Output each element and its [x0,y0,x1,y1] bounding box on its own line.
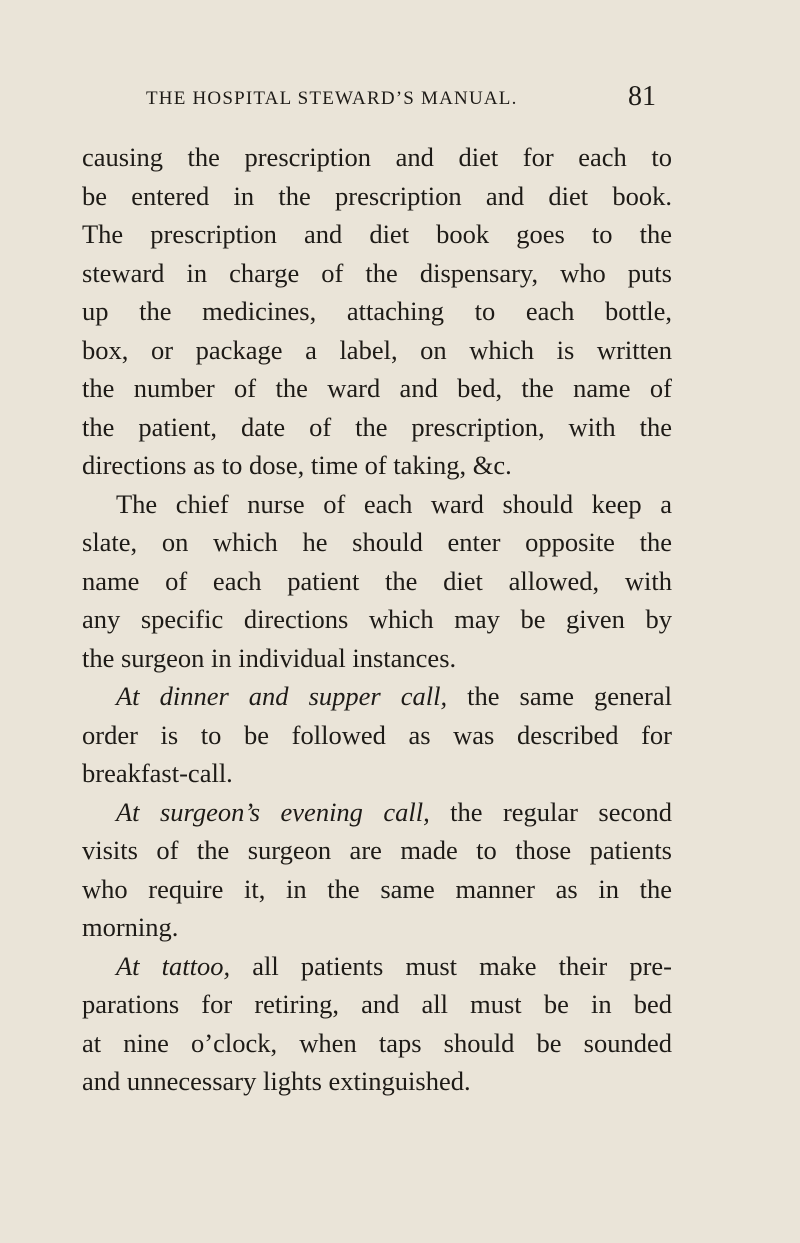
text-segment: directions as to dose, time of taking, &c. [82,450,512,480]
text-line [82,292,672,331]
text-segment: the surgeon in individual instances. [82,642,457,673]
text-line [82,485,672,524]
page-number: 81 [628,81,656,112]
text-segment: The chief nurse of each ward should keep a [116,488,672,519]
text-line [82,1024,672,1063]
text-line [82,793,672,832]
text-segment: box, or package a label, on which is written [82,334,672,365]
text-segment: be entered in the prescription and diet book. [82,180,672,211]
text-segment: slate, on which he should enter opposite the [82,527,672,557]
text-segment: visits of the surgeon are made to those patients [82,835,672,865]
text-line [82,831,672,870]
text-line [82,446,672,485]
text-line [82,369,672,408]
running-head [146,81,656,124]
text-line [82,754,672,793]
text-segment: order is to be followed as was described for [82,719,672,750]
text-line [82,1062,672,1101]
text-segment: any specific directions which may be given by [82,604,672,634]
text-line [82,600,672,639]
text-segment: The prescription and diet book goes to the [82,219,672,249]
text-line [82,254,672,293]
text-line [82,562,672,601]
text-line [82,331,672,370]
text-line [82,523,672,562]
text-segment: morning. [82,912,179,942]
text-line [82,408,672,447]
text-segment: who require it, in the same manner as in the [82,873,672,904]
text-segment: at nine o’clock, when taps should be sounded [82,1027,672,1058]
text-line [82,215,672,254]
text-line [82,716,672,755]
text-segment: the number of the ward and bed, the name of [82,373,672,403]
text-segment: causing the prescription and diet for each to [82,142,672,172]
text-segment: parations for retiring, and all must be in bed [82,989,672,1019]
text-segment: all patients must make their pre- [230,950,673,981]
text-segment: the regular second [429,796,672,827]
text-line [82,870,672,909]
running-title: THE HOSPITAL STEWARD’S MANUAL. [146,88,518,109]
text-line [82,138,672,177]
text-segment: up the medicines, attaching to each bottle, [82,296,672,326]
text-segment: and unnecessary lights extinguished. [82,1066,471,1096]
text-line [82,177,672,216]
italic-phrase: At surgeon’s evening call, [116,796,430,827]
text-line [82,639,672,678]
text-segment: the patient, date of the prescription, with the [82,411,672,442]
italic-phrase: At tattoo, [116,950,231,981]
text-line [82,677,672,716]
text-segment: the same general [447,681,672,711]
text-line [82,985,672,1024]
body-text [82,138,672,1101]
text-segment: name of each patient the diet allowed, with [82,565,672,596]
text-segment: breakfast-call. [82,758,233,788]
text-line [82,947,672,986]
italic-phrase: At dinner and supper call, [116,681,448,711]
text-segment: steward in charge of the dispensary, who puts [82,257,672,288]
text-line [82,908,672,947]
